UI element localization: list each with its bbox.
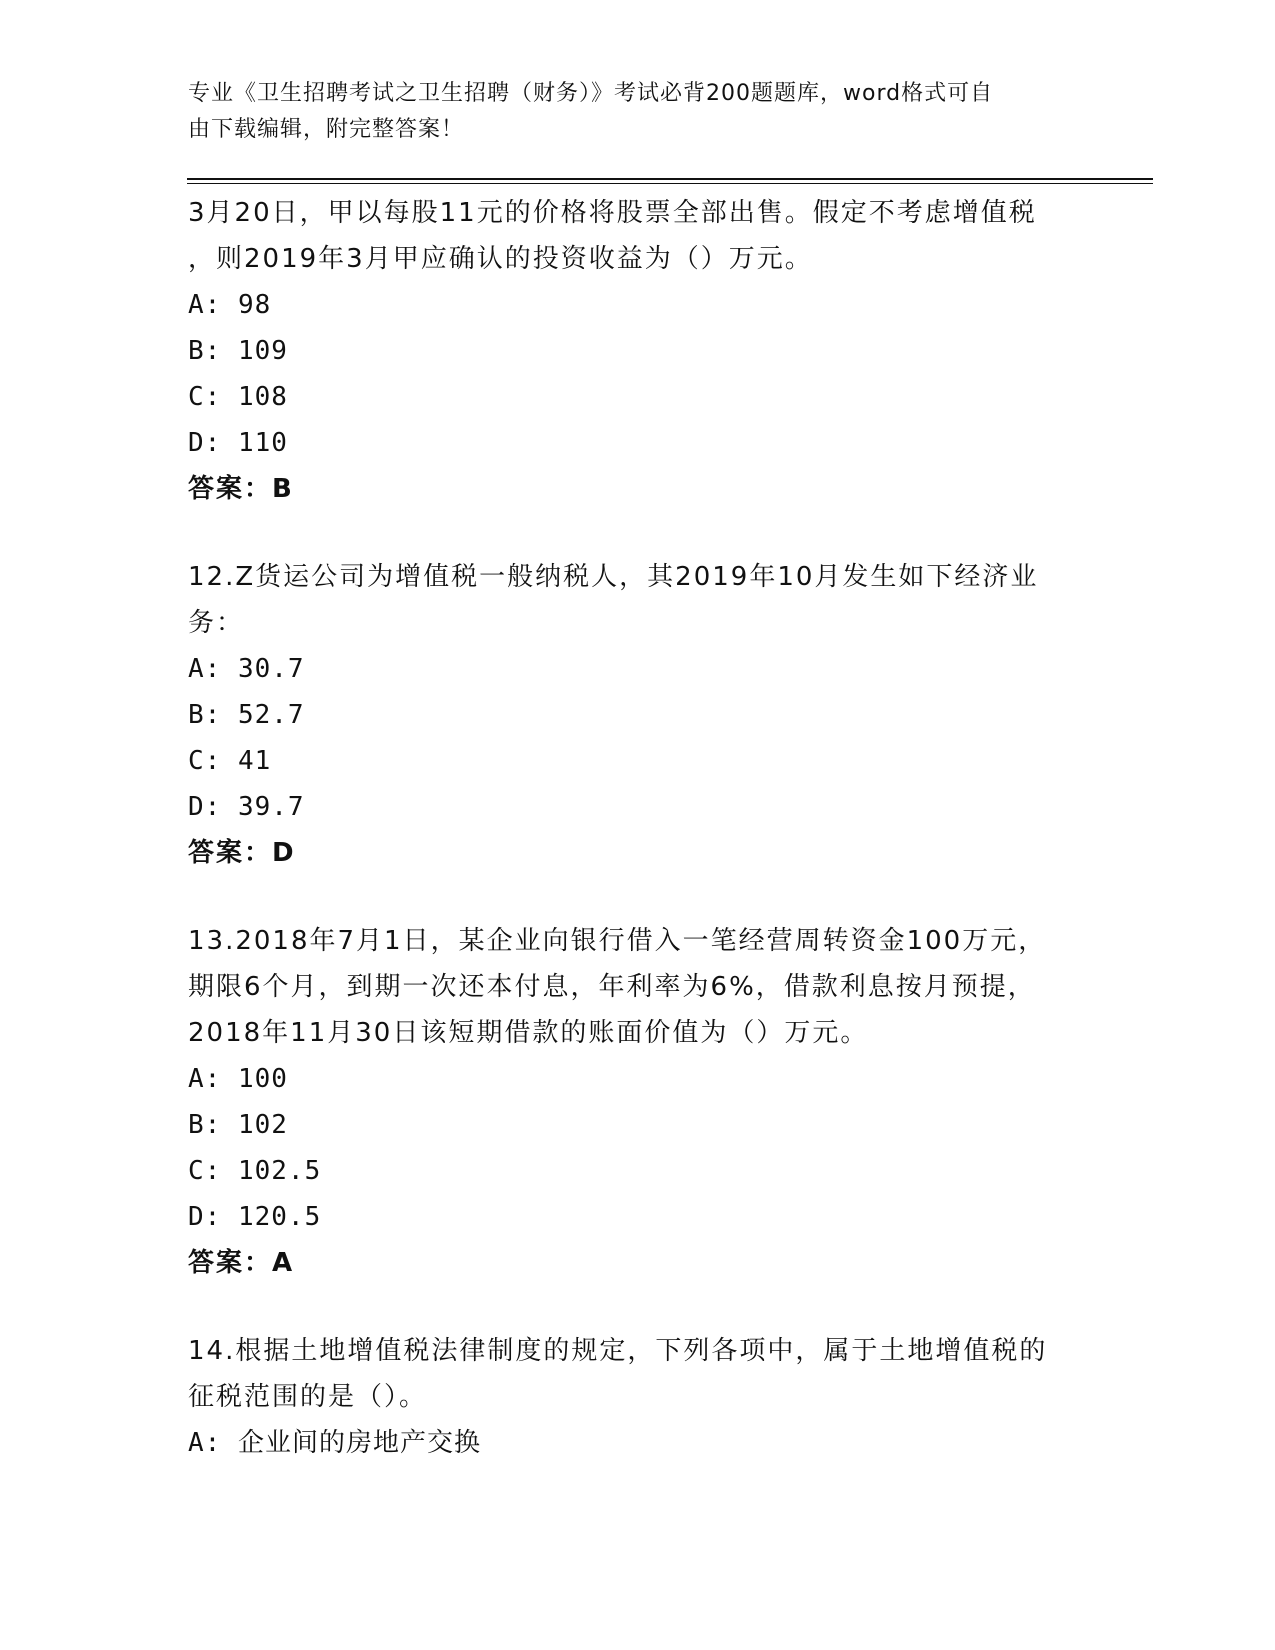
option-d: D: 39.7 <box>188 792 305 822</box>
question-text-line: 12.Z货运公司为增值税一般纳税人，其2019年10月发生如下经济业 <box>188 562 1039 592</box>
question-13 <box>188 918 1088 1286</box>
question-text-line: 征税范围的是（）。 <box>188 1382 428 1412</box>
answer: 答案：A <box>188 1248 295 1278</box>
option-c: C: 41 <box>188 746 272 776</box>
question-text-line: 期限6个月，到期一次还本付息，年利率为6%，借款利息按月预提， <box>188 972 1036 1002</box>
option-a: A: 100 <box>188 1064 288 1094</box>
option-c: C: 108 <box>188 382 288 412</box>
option-d: D: 110 <box>188 428 288 458</box>
question-text-line: 13.2018年7月1日，某企业向银行借入一笔经营周转资金100万元， <box>188 926 1047 956</box>
question-12 <box>188 554 1088 876</box>
header-rule-thin <box>187 183 1153 184</box>
question-text-line: 3月20日，甲以每股11元的价格将股票全部出售。假定不考虑增值税 <box>188 198 1037 228</box>
question-text-line: 2018年11月30日该短期借款的账面价值为（）万元。 <box>188 1018 869 1048</box>
question-text-line: ，则2019年3月甲应确认的投资收益为（）万元。 <box>188 244 813 274</box>
option-a: A: 98 <box>188 290 272 320</box>
option-b: B: 102 <box>188 1110 288 1140</box>
question-text-line: 14.根据土地增值税法律制度的规定，下列各项中，属于土地增值税的 <box>188 1336 1048 1366</box>
answer: 答案：B <box>188 474 294 504</box>
option-a: A: 30.7 <box>188 654 305 684</box>
option-d: D: 120.5 <box>188 1202 322 1232</box>
document-header <box>188 76 1068 148</box>
option-b: B: 52.7 <box>188 700 305 730</box>
question-11 <box>188 190 1088 512</box>
option-b: B: 109 <box>188 336 288 366</box>
header-line-1: 专业《卫生招聘考试之卫生招聘（财务）》考试必背200题题库，word格式可自 <box>188 81 994 106</box>
question-list <box>188 190 1088 1466</box>
answer: 答案：D <box>188 838 296 868</box>
header-rule-thick <box>187 178 1153 180</box>
question-14 <box>188 1328 1088 1466</box>
question-text-line: 务： <box>188 608 245 638</box>
option-a: A: 企业间的房地产交换 <box>188 1428 481 1458</box>
header-line-2: 由下载编辑，附完整答案！ <box>188 117 465 142</box>
option-c: C: 102.5 <box>188 1156 322 1186</box>
